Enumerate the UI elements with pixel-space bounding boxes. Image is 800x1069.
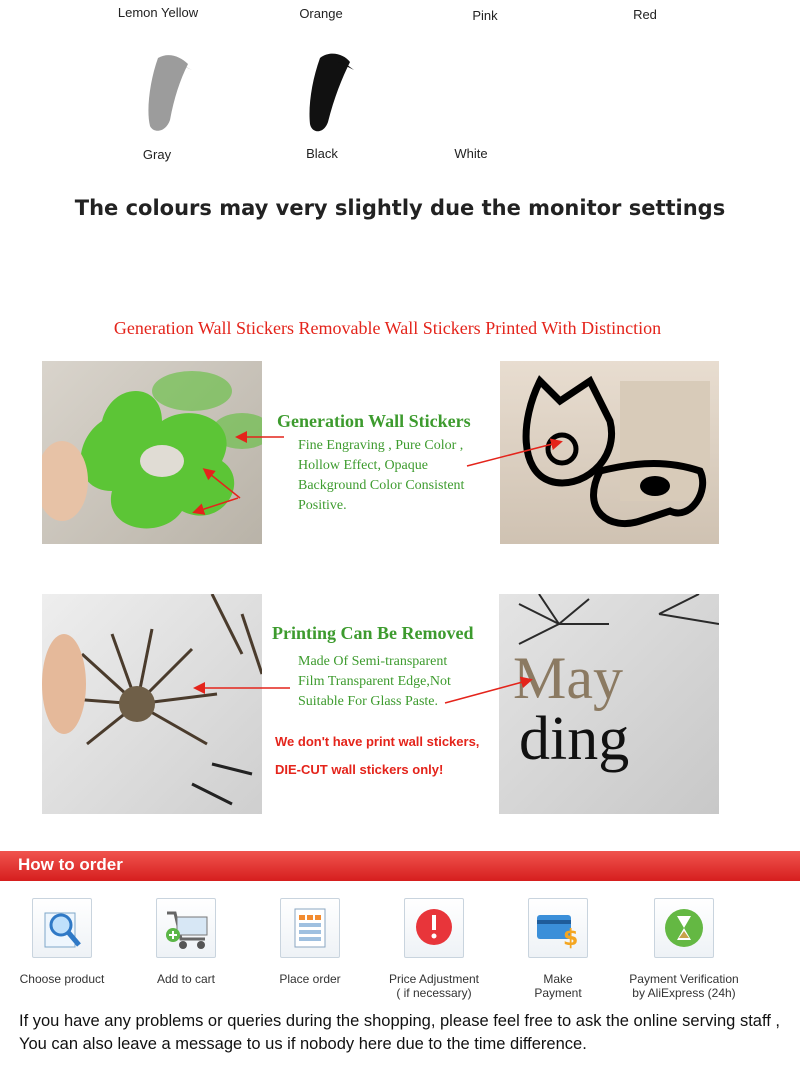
color-label-red: Red (633, 7, 657, 22)
step-payment-verification[interactable] (622, 898, 746, 1000)
step-label: Price Adjustment ( if necessary) (388, 972, 480, 1000)
feature2-description: Made Of Semi-transparent Film Transparent Edge,Not Suitable For Glass Paste. (298, 654, 451, 709)
section-heading: Generation Wall Stickers Removable Wall Stickers Printed With Distinction (113, 318, 662, 338)
step-label: Place order (279, 972, 341, 986)
step-place-order[interactable] (248, 898, 372, 986)
payment-card-icon (528, 898, 588, 958)
how-to-order-title: How to order (18, 855, 123, 874)
monitor-notice: The colours may very slightly due the monitor settings (74, 196, 726, 220)
footer-line-2: You can also leave a message to us if nobody here due to the time difference. (19, 1035, 587, 1053)
feature1-description: Fine Engraving , Pure Color , Hollow Effect, Opaque Background Color Consistent Positive. (298, 438, 465, 513)
color-label-orange: Orange (299, 6, 343, 21)
warning-line-2: DIE-CUT wall stickers only! (275, 762, 444, 777)
color-label-white: White (454, 146, 488, 161)
step-price-adjustment[interactable] (372, 898, 496, 1000)
color-label-black: Black (306, 146, 338, 161)
step-label: Add to cart (156, 972, 216, 986)
color-label-gray: Gray (142, 147, 172, 162)
feature2-title: Printing Can Be Removed (272, 623, 474, 643)
color-label-lemon-yellow: Lemon Yellow (117, 5, 199, 20)
footer-line-1: If you have any problems or queries during the shopping, please feel free to ask the online serving staff , (19, 1012, 780, 1030)
warning-line-1: We don't have print wall stickers, (275, 734, 480, 749)
hourglass-icon (654, 898, 714, 958)
sample-text-may: May (513, 645, 623, 711)
step-label: Payment Verification by AliExpress (24h) (629, 972, 739, 1000)
feature1-title: Generation Wall Stickers (277, 411, 471, 431)
svg-text:$: $ (563, 926, 579, 951)
how-to-order-bar (0, 851, 800, 881)
step-choose-product[interactable] (0, 898, 124, 986)
exclamation-icon (404, 898, 464, 958)
step-make-payment[interactable] (496, 898, 620, 1000)
magnifier-icon (32, 898, 92, 958)
sample-text-ding: ding (519, 705, 630, 773)
step-add-to-cart[interactable] (124, 898, 248, 986)
cart-icon (156, 898, 216, 958)
order-form-icon (280, 898, 340, 958)
step-label: Choose product (19, 972, 105, 986)
step-label: Make Payment (534, 972, 582, 1000)
color-label-pink: Pink (472, 8, 498, 23)
